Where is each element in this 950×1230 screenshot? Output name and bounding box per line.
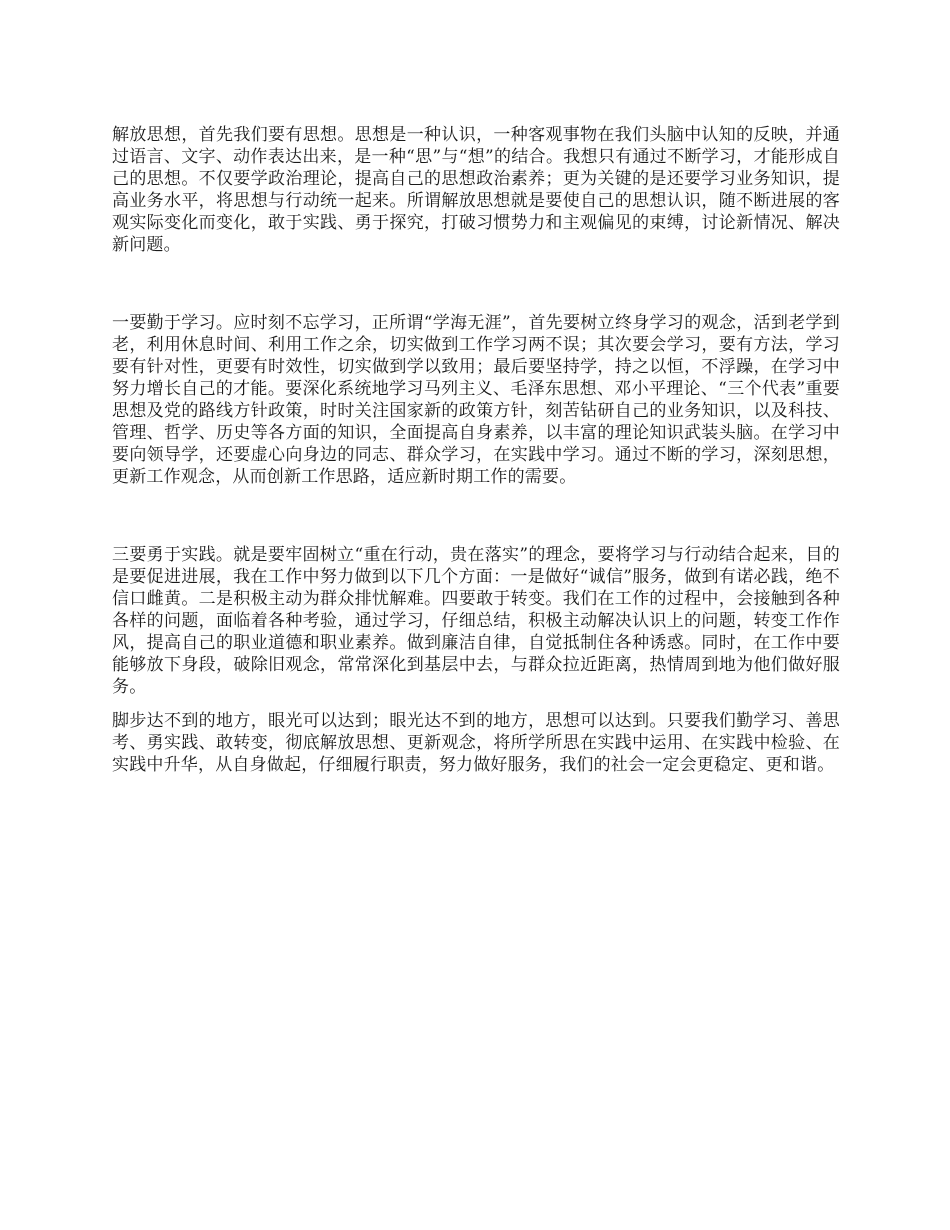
paragraph-emancipate-mind: 解放思想，首先我们要有思想。思想是一种认识，一种客观事物在我们头脑中认知的反映，并通过语言、文字、动作表达出来，是一种“思”与“想”的结合。我想只有通过不断学习，才能形成自己的思想。不仅要学政治理论，提高自己的思想政治素养；更为关键的是还要学习业务知识，提高业务水平，将思想与行动统一起来。所谓解放思想就是要使自己的思想认识，随不断进展的客观实际变化而变化，敢于实践、勇于探究，打破习惯势力和主观偏见的束缚，讨论新情况、解决新问题。 — [112, 125, 840, 255]
paragraph-brave-practice: 三要勇于实践。就是要牢固树立“重在行动，贵在落实”的理念，要将学习与行动结合起来，目的是要促进进展，我在工作中努力做到以下几个方面：一是做好“诚信”服务，做到有诺必践，绝不信口雌黄。二是积极主动为群众排忧解难。四要敢于转变。我们在工作的过程中，会接触到各种各样的问题，面临着各种考验，通过学习，仔细总结，积极主动解决认识上的问题，转变工作作风，提高自己的职业道德和职业素养。做到廉洁自律，自觉抵制住各种诱惑。同时，在工作中要能够放下身段，破除旧观念，常常深化到基层中去，与群众拉近距离，热情周到地为他们做好服务。 — [112, 545, 840, 697]
document-body — [112, 124, 840, 776]
paragraph-conclusion: 脚步达不到的地方，眼光可以达到；眼光达不到的地方，思想可以达到。只要我们勤学习、善思考、勇实践、敢转变，彻底解放思想、更新观念，将所学所思在实践中运用、在实践中检验、在实践中升华，从自身做起，仔细履行职责，努力做好服务，我们的社会一定会更稳定、更和谐。 — [112, 711, 840, 775]
paragraph-diligent-study: 一要勤于学习。应时刻不忘学习，正所谓“学海无涯”，首先要树立终身学习的观念，活到老学到老，利用休息时间、利用工作之余，切实做到工作学习两不误；其次要会学习，要有方法，学习要有针对性，更要有时效性，切实做到学以致用；最后要坚持学，持之以恒，不浮躁，在学习中努力增长自己的才能。要深化系统地学习马列主义、毛泽东思想、邓小平理论、“三个代表”重要思想及党的路线方针政策，时时关注国家新的政策方针，刻苦钻研自己的业务知识，以及科技、管理、哲学、历史等各方面的知识，全面提高自身素养，以丰富的理论知识武装头脑。在学习中要向领导学，还要虚心向身边的同志、群众学习，在实践中学习。通过不断的学习，深刻思想，更新工作观念，从而创新工作思路，适应新时期工作的需要。 — [112, 313, 840, 487]
